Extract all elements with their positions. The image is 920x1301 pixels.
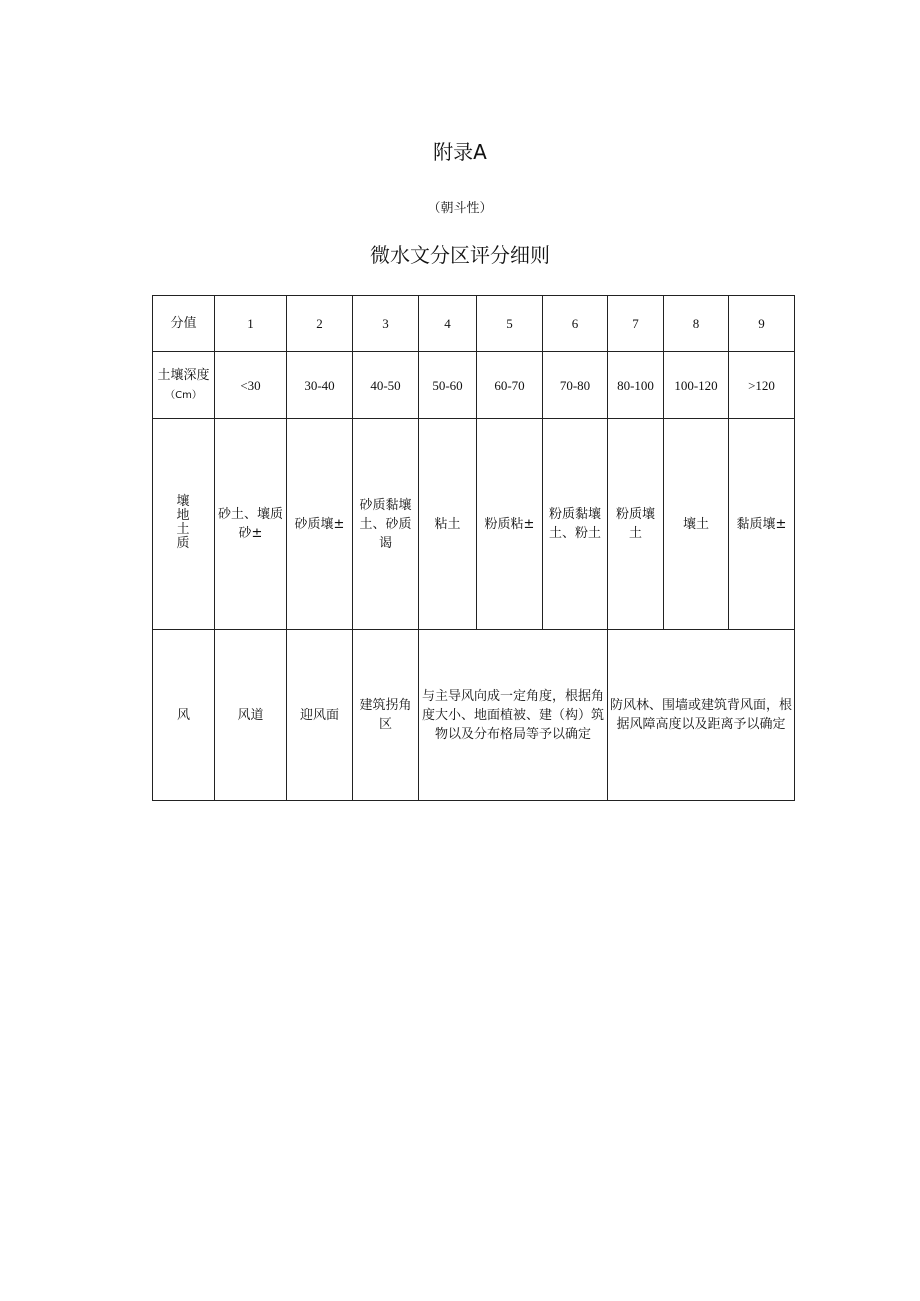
soil-depth-unit: （Cm） <box>165 389 202 401</box>
score-cell: 3 <box>353 296 419 352</box>
soil-cell: 粉质黏壤土、粉土 <box>543 419 608 630</box>
soil-cell: 壤土 <box>664 419 729 630</box>
score-cell: 8 <box>664 296 729 352</box>
wind-cell: 风道 <box>215 630 287 801</box>
table-row-soil-texture <box>153 419 795 630</box>
wind-cell: 迎风面 <box>287 630 353 801</box>
wind-cell-wide: 与主导风向成一定角度，根据角度大小、地面植被、建（构）筑物以及分布格局等予以确定 <box>419 630 608 801</box>
depth-cell: 50-60 <box>419 352 477 419</box>
soil-cell: 砂质黏壤土、砂质谒 <box>353 419 419 630</box>
score-cell: 1 <box>215 296 287 352</box>
table-row-soil-depth <box>153 352 795 419</box>
depth-cell: 40-50 <box>353 352 419 419</box>
score-cell: 4 <box>419 296 477 352</box>
score-cell: 6 <box>543 296 608 352</box>
depth-cell: 30-40 <box>287 352 353 419</box>
soil-cell: 黏质壤± <box>729 419 795 630</box>
depth-cell: <30 <box>215 352 287 419</box>
score-cell: 7 <box>608 296 664 352</box>
depth-cell: 80-100 <box>608 352 664 419</box>
table-row-wind <box>153 630 795 801</box>
depth-cell: 60-70 <box>477 352 543 419</box>
soil-cell: 粘土 <box>419 419 477 630</box>
table-row-score <box>153 296 795 352</box>
soil-texture-label: 壤地土质 <box>176 494 190 551</box>
score-cell: 2 <box>287 296 353 352</box>
document-title: 微水文分区评分细则 <box>370 243 550 267</box>
scoring-table <box>152 295 795 801</box>
row-label-wind: 风 <box>153 630 215 801</box>
soil-depth-label: 土壤深度 <box>157 367 210 383</box>
appendix-heading: 附录A <box>433 140 487 164</box>
wind-cell-wide: 防风林、围墙或建筑背风面，根据风障高度以及距离予以确定 <box>608 630 795 801</box>
soil-cell: 砂质壤± <box>287 419 353 630</box>
soil-cell: 砂土、壤质砂± <box>215 419 287 630</box>
wind-cell: 建筑拐角区 <box>353 630 419 801</box>
soil-cell: 粉质粘± <box>477 419 543 630</box>
row-label-score: 分值 <box>153 296 215 352</box>
row-label-soil-texture <box>153 419 215 630</box>
depth-cell: 100-120 <box>664 352 729 419</box>
score-cell: 5 <box>477 296 543 352</box>
appendix-subheading: （朝斗性） <box>427 201 493 216</box>
score-cell: 9 <box>729 296 795 352</box>
soil-cell: 粉质壤土 <box>608 419 664 630</box>
depth-cell: 70-80 <box>543 352 608 419</box>
depth-cell: >120 <box>729 352 795 419</box>
row-label-soil-depth <box>153 352 215 419</box>
